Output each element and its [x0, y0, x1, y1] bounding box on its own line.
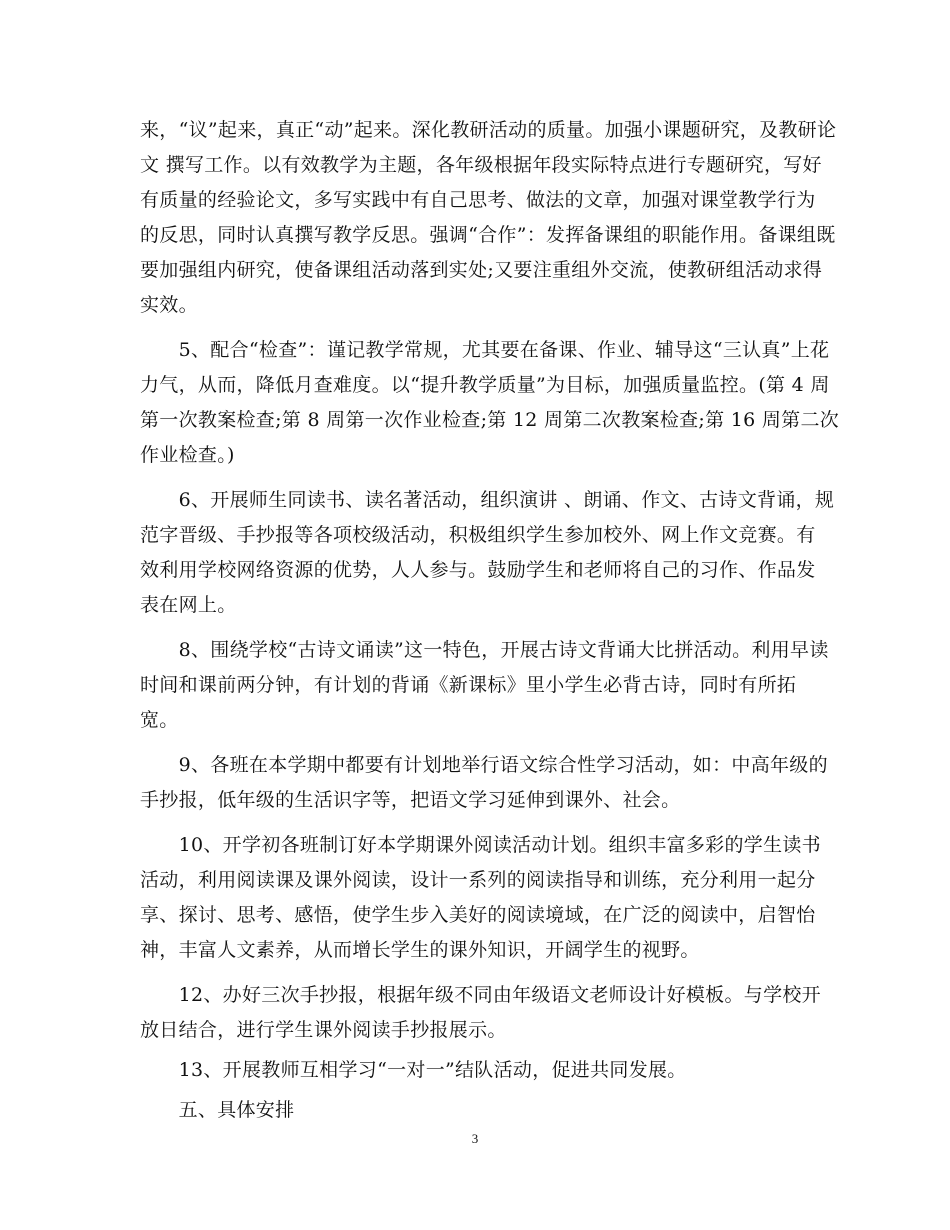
text-line: 9、各班在本学期中都要有计划地举行语文综合性学习活动，如：中高年级的	[140, 754, 828, 776]
text-line: 范字晋级、手抄报等各项校级活动，积极组织学生参加校外、网上作文竞赛。有	[140, 524, 816, 546]
text-line: 作业检查。)	[140, 444, 235, 466]
text-line: 13、开展教师互相学习“一对一”结队活动，促进共同发展。	[140, 1059, 687, 1081]
text-line: 文 撰写工作。以有效教学为主题，各年级根据年段实际特点进行专题研究，写好	[140, 154, 822, 176]
page-number: 3	[471, 1131, 479, 1146]
text-line: 有质量的经验论文，多写实践中有自己思考、做法的文章，加强对课堂教学行为	[140, 189, 816, 211]
text-line: 5、配合“检查”：谨记教学常规，尤其要在备课、作业、辅导这“三认真”上花	[140, 339, 830, 361]
text-line: 时间和课前两分钟，有计划的背诵《新课标》里小学生必背古诗，同时有所拓	[140, 674, 797, 696]
section-heading: 五、具体安排	[140, 1099, 295, 1121]
text-line: 效利用学校网络资源的优势，人人参与。鼓励学生和老师将自己的习作、作品发	[140, 559, 816, 581]
text-line: 12、办好三次手抄报，根据年级不同由年级语文老师设计好模板。与学校开	[140, 984, 821, 1006]
text-line: 享、探讨、思考、感悟，使学生步入美好的阅读境域，在广泛的阅读中，启智怡	[140, 904, 816, 926]
text-line: 活动，利用阅读课及课外阅读，设计一系列的阅读指导和训练，充分利用一起分	[140, 869, 816, 891]
text-line: 第一次教案检查;第 8 周第一次作业检查;第 12 周第二次教案检查;第 16 周第二次	[140, 409, 840, 431]
text-line: 力气，从而，降低月查难度。以“提升教学质量”为目标，加强质量监控。(第 4 周	[140, 374, 830, 396]
text-line: 手抄报，低年级的生活识字等，把语文学习延伸到课外、社会。	[140, 789, 681, 811]
text-line: 来，“议”起来，真正“动”起来。深化教研活动的质量。加强小课题研究，及教研论	[140, 119, 837, 141]
text-line: 放日结合，进行学生课外阅读手抄报展示。	[140, 1019, 507, 1041]
text-line: 10、开学初各班制订好本学期课外阅读活动计划。组织丰富多彩的学生读书	[140, 834, 821, 856]
text-line: 实效。	[140, 294, 198, 316]
text-line: 的反思，同时认真撰写教学反思。强调“合作”：发挥备课组的职能作用。备课组既	[140, 224, 836, 246]
text-line: 要加强组内研究，使备课组活动落到实处;又要注重组外交流，使教研组活动求得	[140, 259, 823, 281]
text-line: 神，丰富人文素养，从而增长学生的课外知识，开阔学生的视野。	[140, 939, 700, 961]
text-line: 表在网上。	[140, 594, 237, 616]
text-line: 8、围绕学校“古诗文诵读”这一特色，开展古诗文背诵大比拼活动。利用早读	[140, 639, 829, 661]
text-line: 宽。	[140, 709, 179, 731]
text-line: 6、开展师生同读书、读名著活动，组织演讲 、朗诵、作文、古诗文背诵，规	[140, 489, 835, 511]
